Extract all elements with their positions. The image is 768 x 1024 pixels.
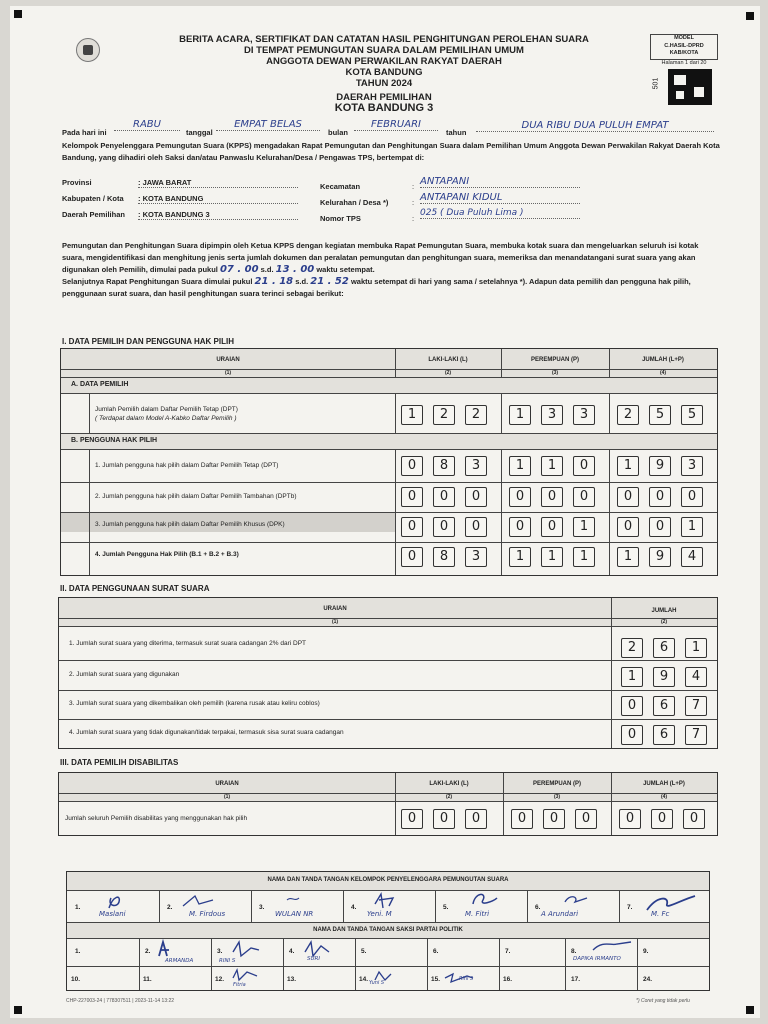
row-label: 1. Jumlah pengguna hak pilih dalam Daftar Pemilih Tetap (DPT) — [95, 462, 279, 469]
digit-box: 9 — [649, 456, 671, 476]
kpps-name: M. Fitri — [465, 910, 490, 918]
digit-box: 7 — [685, 725, 707, 745]
waktu-label: waktu setempat. — [316, 265, 375, 274]
model-line: C.HASIL-DPRD — [664, 42, 704, 49]
kabupaten-value: : KOTA BANDUNG — [138, 194, 298, 204]
daerah-value: : KOTA BANDUNG 3 — [138, 210, 298, 220]
digit-box: 2 — [621, 638, 643, 658]
saksi-number: 2. — [145, 948, 151, 955]
kpps-name: A Arundari — [541, 910, 579, 918]
digit-box: 2 — [433, 405, 455, 425]
dpt-note: ( Terdapat dalam Model A-Kabko Daftar Pemilih ) — [95, 415, 237, 422]
kecamatan-label: Kecamatan — [320, 182, 361, 191]
side-code: 501 — [652, 77, 660, 90]
digit-box: 0 — [617, 517, 639, 537]
digit-box: 8 — [433, 547, 455, 567]
qr-code-icon — [668, 69, 712, 105]
saksi-number: 7. — [505, 948, 511, 955]
digit-box: 3 — [541, 405, 563, 425]
digit-box: 9 — [649, 547, 671, 567]
digit-box: 6 — [653, 725, 675, 745]
header-laki-laki: LAKI-LAKI (L) — [429, 781, 469, 787]
tahun-value: DUA RIBU DUA PULUH EMPAT — [476, 120, 714, 132]
digit-box: 0 — [681, 487, 703, 507]
digit-box: 0 — [401, 547, 423, 567]
digit-box: 9 — [653, 667, 675, 687]
subheader: (1) — [224, 370, 232, 376]
tps-value: 025 ( Dua Puluh Lima ) — [420, 208, 580, 219]
model-box — [650, 34, 718, 60]
corner-marker — [14, 1006, 22, 1014]
digit-box: 0 — [541, 487, 563, 507]
kpps-title: NAMA DAN TANDA TANGAN KELOMPOK PENYELENGGARA PEMUNGUTAN SUARA — [267, 877, 509, 883]
page-indicator: Halaman 1 dari 20 — [661, 60, 707, 66]
digit-box: 0 — [401, 487, 423, 507]
header-uraian: URAIAN — [216, 357, 240, 363]
digit-box: 8 — [433, 456, 455, 476]
saksi-number: 6. — [433, 948, 439, 955]
digit-box: 6 — [653, 696, 675, 716]
saksi-number: 14. — [359, 976, 369, 983]
group-a-label: A. DATA PEMILIH — [71, 381, 129, 388]
header-jumlah: JUMLAH (L+P) — [643, 781, 685, 787]
pada-hari-ini-label: Pada hari ini — [62, 128, 107, 137]
digit-box: 0 — [617, 487, 639, 507]
corner-marker — [14, 10, 22, 18]
subheader: (2) — [445, 794, 453, 800]
digit-box: 0 — [649, 487, 671, 507]
saksi-number: 1. — [75, 948, 81, 955]
title-line: TAHUN 2024 — [355, 78, 413, 89]
kelurahan-label: Kelurahan / Desa *) — [320, 198, 389, 207]
digit-box: 0 — [433, 517, 455, 537]
signature-icon — [177, 890, 227, 912]
signature-icon — [557, 890, 597, 912]
provinsi-label: Provinsi — [62, 178, 92, 187]
saksi-number: 24. — [643, 976, 653, 983]
digit-box: 3 — [573, 405, 595, 425]
digit-box: 7 — [685, 696, 707, 716]
digit-box: 1 — [509, 547, 531, 567]
digit-box: 1 — [509, 456, 531, 476]
saksi-number: 13. — [287, 976, 297, 983]
hari-value: RABU — [114, 119, 180, 131]
digit-box: 2 — [465, 405, 487, 425]
digit-box: 6 — [653, 638, 675, 658]
subheader: (1) — [223, 794, 231, 800]
kpps-name: Maslani — [99, 910, 126, 918]
subheader: (2) — [660, 619, 668, 625]
tps-label: Nomor TPS — [320, 214, 361, 223]
digit-box: 5 — [681, 405, 703, 425]
saksi-number: 9. — [643, 948, 649, 955]
saksi-name: ARMANDA — [165, 958, 194, 964]
sd-label: s.d. — [295, 277, 309, 286]
row-label: 1. Jumlah surat suara yang diterima, termasuk surat suara cadangan 2% dari DPT — [69, 640, 307, 647]
row-label: Jumlah seluruh Pemilih disabilitas yang menggunakan hak pilih — [65, 815, 248, 822]
saksi-number: 12. — [215, 976, 225, 983]
header-uraian: URAIAN — [323, 606, 347, 612]
signature-icon — [227, 938, 267, 960]
digit-box: 0 — [621, 696, 643, 716]
signature-icon — [277, 890, 317, 912]
digit-box: 1 — [573, 547, 595, 567]
kecamatan-value: ANTAPANI — [420, 176, 580, 188]
start-time-2: 21 . 18 — [254, 276, 294, 287]
digit-box: 0 — [401, 456, 423, 476]
digit-box: 0 — [621, 725, 643, 745]
subheader: (4) — [659, 370, 667, 376]
digit-box: 1 — [681, 517, 703, 537]
kabupaten-label: Kabupaten / Kota — [62, 194, 124, 203]
row-label: 4. Jumlah Pengguna Hak Pilih (B.1 + B.2 + B.3) — [95, 551, 239, 558]
model-line: MODEL — [674, 35, 694, 41]
signature-icon — [587, 936, 637, 958]
header-jumlah: JUMLAH (L+P) — [642, 357, 684, 363]
signature-table: NAMA DAN TANDA TANGAN KELOMPOK PENYELENGGARA PEMUNGUTAN SUARA NAMA DAN TANDA TANGAN SAKSI PARTAI POLITIK 1. 2. 3. 4. 5. 6. 7. Maslani M. Firdous WULAN NR Yeni. M M. Fitri A Arundari M. Fc 1. 2. 3. 4. 5. 6. 7. 8. 9. ARMANDA RINI S SURI DAPIKA IRMANTO 10. 11. 12. 13. 14. 15. 16. 17. 24. Fitria Yuni S Rini S — [66, 871, 710, 991]
kpps-name: Yeni. M — [367, 910, 392, 918]
model-line: KAB/KOTA — [669, 50, 699, 56]
signature-icon — [153, 938, 193, 960]
process-text-2: Selanjutnya Rapat Penghitungan Suara dimulai pukul — [62, 277, 253, 286]
corner-marker — [746, 12, 754, 20]
digit-box: 3 — [681, 456, 703, 476]
digit-box: 1 — [573, 517, 595, 537]
row-label: 2. Jumlah pengguna hak pilih dalam Daftar Pemilih Tambahan (DPTb) — [95, 493, 297, 500]
digit-box: 1 — [541, 456, 563, 476]
saksi-name: Yuni S — [369, 980, 385, 986]
digit-box: 0 — [401, 517, 423, 537]
digit-box: 0 — [543, 809, 565, 829]
kelurahan-value: ANTAPANI KIDUL — [420, 192, 580, 204]
daerah-pemilihan-label: DAERAH PEMILIHAN — [336, 92, 432, 103]
saksi-name: DAPIKA IRMANTO — [573, 956, 621, 962]
digit-box: 0 — [573, 456, 595, 476]
saksi-number: 4. — [289, 948, 295, 955]
digit-box: 3 — [465, 456, 487, 476]
digit-box: 0 — [401, 809, 423, 829]
digit-box: 0 — [619, 809, 641, 829]
title-line: ANGGOTA DEWAN PERWAKILAN RAKYAT DAERAH — [266, 56, 502, 67]
digit-box: 0 — [651, 809, 673, 829]
end-time: 13 . 00 — [275, 264, 315, 275]
signature-icon — [367, 890, 407, 912]
section-3-title: III. DATA PEMILIH DISABILITAS — [60, 758, 179, 767]
digit-box: 0 — [541, 517, 563, 537]
dpt-label: Jumlah Pemilih dalam Daftar Pemilih Tetap (DPT) — [95, 406, 238, 413]
title-line: DI TEMPAT PEMUNGUTAN SUARA DALAM PEMILIHAN UMUM — [244, 45, 524, 56]
saksi-number: 8. — [571, 948, 577, 955]
row-label: 2. Jumlah surat suara yang digunakan — [69, 671, 180, 678]
footer-note: *) Coret yang tidak perlu — [636, 998, 690, 1004]
digit-box: 1 — [685, 638, 707, 658]
section-1-table — [60, 348, 718, 576]
digit-box: 0 — [433, 487, 455, 507]
saksi-name: SURI — [307, 956, 320, 962]
digit-box: 0 — [509, 517, 531, 537]
process-text-3: waktu setempat di hari yang sama / setelahnya *). Adapun data pemilih dan pengguna hak pilih, penggunaan surat suara, dan hasil penghitungan suara terinci sebagai berikut: — [62, 277, 691, 298]
digit-box: 0 — [465, 809, 487, 829]
subheader: (3) — [551, 370, 559, 376]
saksi-number: 17. — [571, 976, 581, 983]
digit-box: 0 — [573, 487, 595, 507]
kpps-name: WULAN NR — [275, 910, 314, 918]
provinsi-value: : JAWA BARAT — [138, 178, 298, 188]
header-laki-laki: LAKI-LAKI (L) — [428, 357, 468, 363]
digit-box: 1 — [617, 547, 639, 567]
daerah-pemilihan-value: KOTA BANDUNG 3 — [334, 102, 434, 114]
title-line: KOTA BANDUNG — [345, 67, 423, 78]
group-b-label: B. PENGGUNA HAK PILIH — [71, 437, 158, 444]
kpps-name: M. Fc — [651, 910, 670, 918]
process-paragraph — [62, 240, 722, 300]
signature-icon — [97, 890, 137, 912]
section-2-title: II. DATA PENGGUNAAN SURAT SUARA — [60, 584, 210, 593]
corner-marker — [746, 1006, 754, 1014]
digit-box: 1 — [509, 405, 531, 425]
digit-box: 0 — [465, 487, 487, 507]
end-time-2: 21 . 52 — [310, 276, 349, 287]
digit-box: 1 — [401, 405, 423, 425]
saksi-title: NAMA DAN TANDA TANGAN SAKSI PARTAI POLITIK — [313, 927, 463, 933]
digit-box: 3 — [465, 547, 487, 567]
digit-box: 5 — [649, 405, 671, 425]
digit-box: 4 — [681, 547, 703, 567]
saksi-name: Rini S — [459, 976, 474, 982]
digit-box: 1 — [541, 547, 563, 567]
digit-box: 2 — [617, 405, 639, 425]
process-text: Pemungutan dan Penghitungan Suara dipimpin oleh Ketua KPPS dengan kegiatan membuka Rapat Pemungutan Suara, membuka kotak suara dan mengeluarkan seluruh isi kotak suara, mengidentifikasi dan menghitung jenis serta jumlah dokumen dan peralatan pemungutan dan penghitungan suara, memeriksa dan menandatangani surat suara yang akan digunakan oleh Pemilih, dimulai pada pukul — [62, 241, 699, 274]
saksi-number: 10. — [71, 976, 81, 983]
saksi-number: 5. — [361, 948, 367, 955]
digit-box: 0 — [433, 809, 455, 829]
signature-icon — [641, 890, 701, 916]
header-perempuan: PEREMPUAN (P) — [532, 781, 581, 787]
saksi-name: RINI S — [219, 958, 236, 964]
digit-box: 0 — [509, 487, 531, 507]
section-1-title: I. DATA PEMILIH DAN PENGGUNA HAK PILIH — [62, 337, 234, 346]
digit-box: 0 — [575, 809, 597, 829]
tahun-label: tahun — [446, 128, 467, 137]
row-label: 4. Jumlah surat suara yang tidak digunakan/tidak terpakai, termasuk sisa surat suara cadangan — [69, 729, 344, 736]
section-2-table — [58, 597, 718, 749]
sd-label: s.d. — [260, 265, 274, 274]
row-label: 3. Jumlah pengguna hak pilih dalam Daftar Pemilih Khusus (DPK) — [95, 521, 285, 528]
saksi-number: 15. — [431, 976, 441, 983]
section-3-table — [58, 772, 718, 836]
intro-paragraph: Kelompok Penyelenggara Pemungutan Suara (KPPS) mengadakan Rapat Pemungutan dan Penghitungan Suara dalam Pemilihan Umum Anggota Dewan Perwakilan Rakyat Daerah Kota Bandung, yang dihadiri oleh Saksi dan/atau Panwaslu Kelurahan/Desa / Pengawas TPS, bertempat di: — [62, 141, 720, 162]
kpps-name: M. Firdous — [189, 910, 226, 918]
bulan-value: FEBRUARI — [354, 119, 438, 131]
tanggal-value: EMPAT BELAS — [216, 119, 320, 131]
header-uraian: URAIAN — [215, 781, 239, 787]
header-perempuan: PEREMPUAN (P) — [530, 357, 579, 363]
title-line: BERITA ACARA, SERTIFIKAT DAN CATATAN HASIL PENGHITUNGAN PEROLEHAN SUARA — [179, 34, 589, 45]
digit-box: 0 — [649, 517, 671, 537]
start-time: 07 . 00 — [219, 264, 259, 275]
header-jumlah: JUMLAH — [651, 608, 677, 614]
digit-box: 1 — [617, 456, 639, 476]
subheader: (2) — [444, 370, 452, 376]
row-label: 3. Jumlah surat suara yang dikembalikan oleh pemilih (karena rusak atau keliru coblos) — [69, 700, 320, 707]
digit-box: 0 — [511, 809, 533, 829]
digit-box: 0 — [465, 517, 487, 537]
footer-code: CHP-227003-24 | 778307511 | 2023-11-14 13:22 — [66, 998, 175, 1004]
digit-box: 0 — [683, 809, 705, 829]
bulan-label: bulan — [328, 128, 348, 137]
daerah-label: Daerah Pemilihan — [62, 210, 125, 219]
saksi-number: 3. — [217, 948, 223, 955]
digit-box: 4 — [685, 667, 707, 687]
digit-box: 1 — [621, 667, 643, 687]
tanggal-label: tanggal — [186, 128, 213, 137]
subheader: (4) — [660, 794, 668, 800]
subheader: (1) — [331, 619, 339, 625]
subheader: (3) — [553, 794, 561, 800]
saksi-number: 11. — [143, 976, 152, 983]
saksi-name: Fitria — [233, 982, 246, 988]
signature-icon — [465, 888, 505, 910]
saksi-number: 16. — [503, 976, 513, 983]
